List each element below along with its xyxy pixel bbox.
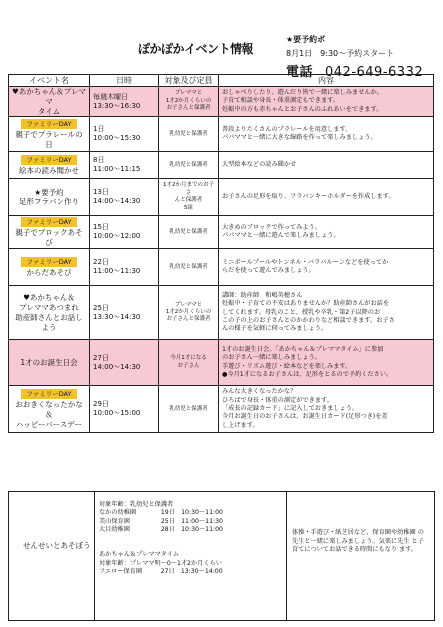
event-name-text: 1才のお誕生日会 — [20, 357, 78, 367]
teacher-play-section — [8, 491, 435, 621]
divider — [94, 492, 95, 620]
event-date-text: 1日 10:00～15:30 — [93, 125, 141, 143]
event-date-text: 22日 11:00～11:30 — [93, 258, 141, 276]
table-row — [9, 216, 434, 249]
event-target-text: 乳幼児と保護者 — [169, 405, 208, 412]
event-date — [90, 179, 159, 216]
event-name-text: 親子でブロックあそび — [15, 228, 83, 247]
event-target — [159, 87, 219, 117]
event-name — [9, 340, 90, 386]
event-target-text: 乳幼児と保護者 — [169, 263, 208, 270]
event-description-text: 講師：助産師 和嶋英穂さん 妊娠中・子育ての不安はありませんか？助産師さんがお話を してくれます。母乳のこと、授乳や卒乳・第2子以降のお この子の上のお子さんとのかかわりなど相談できます。お子さ んの様子を気軽に伺ってみましょう。 — [222, 291, 395, 333]
table-row — [9, 179, 434, 216]
event-description — [219, 87, 434, 117]
event-description-text: 1才のお誕生日会。「あかちゃん＆プレママタイム」に参加 のお子さん一緒に楽しみましょう。 手遊び・リズム遊び・絵本などを楽しみます。 ●今月1才になるお子さんは、足形をとるので予約ください。 — [222, 346, 393, 379]
table-row — [9, 286, 434, 340]
event-description-text: ミニボールプールやトンネル・バラバルーンなどを使ってか らだを使って遊んでみましょう。 — [222, 258, 389, 275]
event-schedule-table — [8, 74, 434, 433]
section-description: 体操・手遊び・紙芝居など、保育園や幼稚園 の先生と一緒に楽しみましょう。気楽に先生 と子育てについてお話できる時間にもなり ます。 — [292, 529, 424, 554]
event-date-text: 8日 11:00～11:15 — [93, 156, 141, 174]
event-date-text: 13日 14:00～14:30 — [93, 188, 141, 206]
event-date-text: 25日 13:30～14:30 — [93, 303, 141, 321]
event-name — [9, 152, 90, 179]
event-description-text: 普段よりたくさんのプラレールを用意します。 パパママと一緒に大きな線路を作って楽しみましょう。 — [222, 125, 377, 142]
event-target — [159, 386, 219, 433]
event-date — [90, 249, 159, 286]
family-day-badge: ファミリーDAY — [21, 257, 76, 267]
event-name — [9, 286, 90, 340]
table-row — [9, 117, 434, 152]
family-day-badge: ファミリーDAY — [21, 155, 76, 165]
event-name — [9, 249, 90, 286]
event-name-text: 親子でプラレールの日 — [15, 130, 83, 149]
event-date — [90, 286, 159, 340]
column-header: 内容 — [219, 75, 434, 87]
event-date — [90, 386, 159, 433]
event-description — [219, 386, 434, 433]
event-target — [159, 340, 219, 386]
event-date — [90, 152, 159, 179]
event-description — [219, 152, 434, 179]
event-description-text: みんな大きくなったかな？ ひろばで身長・体重の測定ができます。 「成長の記録カード」に記入しておきましょう。 今月お誕生日のお子さんは、お誕生日カード(足形つき)を差 し上げます。 — [222, 388, 388, 429]
event-date-text: 15日 10:00～12:00 — [93, 223, 141, 241]
event-target — [159, 117, 219, 152]
phone-number: 042-649-6332 — [325, 65, 424, 80]
event-target — [159, 249, 219, 286]
table-row — [9, 386, 434, 433]
event-description — [219, 179, 434, 216]
event-description-text: お子さんの足形を取り、フラバンキーホルダーを作成します。 — [222, 193, 395, 201]
event-name-text: ★要予約 足形フラバン作り — [19, 187, 79, 207]
event-name-text: ♥あかちゃん＆ プレママあつまれ 助産師さんとお話しよう — [15, 293, 83, 332]
family-day-badge: ファミリーDAY — [21, 389, 76, 399]
event-description — [219, 216, 434, 249]
column-header: イベント名 — [9, 75, 90, 87]
event-date-text: 27日 14:00～14:30 — [93, 353, 141, 371]
divider — [286, 492, 287, 620]
event-description — [219, 340, 434, 386]
event-name — [9, 117, 90, 152]
family-day-badge: ファミリーDAY — [21, 119, 76, 129]
event-name — [9, 179, 90, 216]
page-title: ぽかぽかイベント情報 — [138, 42, 254, 56]
table-row — [9, 87, 434, 117]
section-label: せんせいとあそぼう — [23, 541, 91, 550]
family-day-badge: ファミリーDAY — [21, 217, 76, 227]
event-target — [159, 286, 219, 340]
table-row — [9, 249, 434, 286]
event-name-text: 絵本の読み聞かせ — [19, 166, 79, 176]
event-name — [9, 87, 90, 117]
event-name-text: おおきくなったかな ＆ ハッピーバースデー — [15, 400, 83, 429]
phone-label: 電話 — [286, 65, 314, 80]
event-name-text: ♥あかちゃん＆プレママ タイム — [12, 87, 86, 116]
event-target-text: 乳幼児と保護者 — [169, 130, 208, 137]
event-description-text: おしゃべりしたり、遊んだり皆で一緒に楽しみませんか。 子育て相談や身長・体重測定もできます。 妊娠中の方も赤ちゃんとお子さんのふれあいをできます。 — [222, 89, 383, 113]
event-description-text: 大きめのブロックで作ってみよう。 パパママと一緒に遊んで楽しみましょう。 — [222, 223, 340, 240]
event-date-text: 毎週木曜日 13:30～16:30 — [93, 92, 141, 110]
event-name — [9, 216, 90, 249]
event-name — [9, 386, 90, 433]
event-description — [219, 117, 434, 152]
reserve-date: 8月1日 9:30～予約スタート — [286, 49, 395, 58]
event-target-text: 乳幼児と保護者 — [169, 161, 208, 168]
event-description — [219, 249, 434, 286]
table-header-row — [9, 75, 434, 87]
column-header: 日時 — [90, 75, 159, 87]
event-target — [159, 152, 219, 179]
event-target-text: プレママと 1才2か月くらいの お子さんと保護者 — [165, 90, 212, 112]
event-target — [159, 179, 219, 216]
event-date — [90, 216, 159, 249]
table-row — [9, 152, 434, 179]
event-target-text: プレママと 1才2か月くらいの お子さんと保護者 — [165, 301, 212, 323]
event-name-text: からだあそび — [26, 268, 72, 278]
event-date — [90, 117, 159, 152]
event-description — [219, 286, 434, 340]
event-target-text: 1才2か月までのお子さ んと保護者 5組 — [163, 182, 214, 211]
column-header: 対象及び定員 — [159, 75, 219, 87]
schedule-text: 対象年齢：乳幼児と保護者 なかの幼稚園 19日 10:30～11:00 美山保育園 25日 11:00～11:30 大目幼稚園 28日 10:30～11:00 あかちゃん＆プレママタイム 対象年齢：プレママ明～0～1才2か月くらい フエロー保育園 27日 13:30～14:00 — [99, 501, 223, 575]
table-row — [9, 340, 434, 386]
event-target-text: 今月1才になる お子さん — [170, 355, 207, 369]
event-description-text: 大型絵本などの読み聞かせ — [222, 161, 297, 169]
reserve-note: ★要予約ボ — [286, 35, 326, 44]
event-date — [90, 340, 159, 386]
event-date-text: 29日 10:00～15:00 — [93, 400, 141, 418]
event-date — [90, 87, 159, 117]
event-target-text: 乳幼児と保護者 — [169, 228, 208, 235]
event-target — [159, 216, 219, 249]
